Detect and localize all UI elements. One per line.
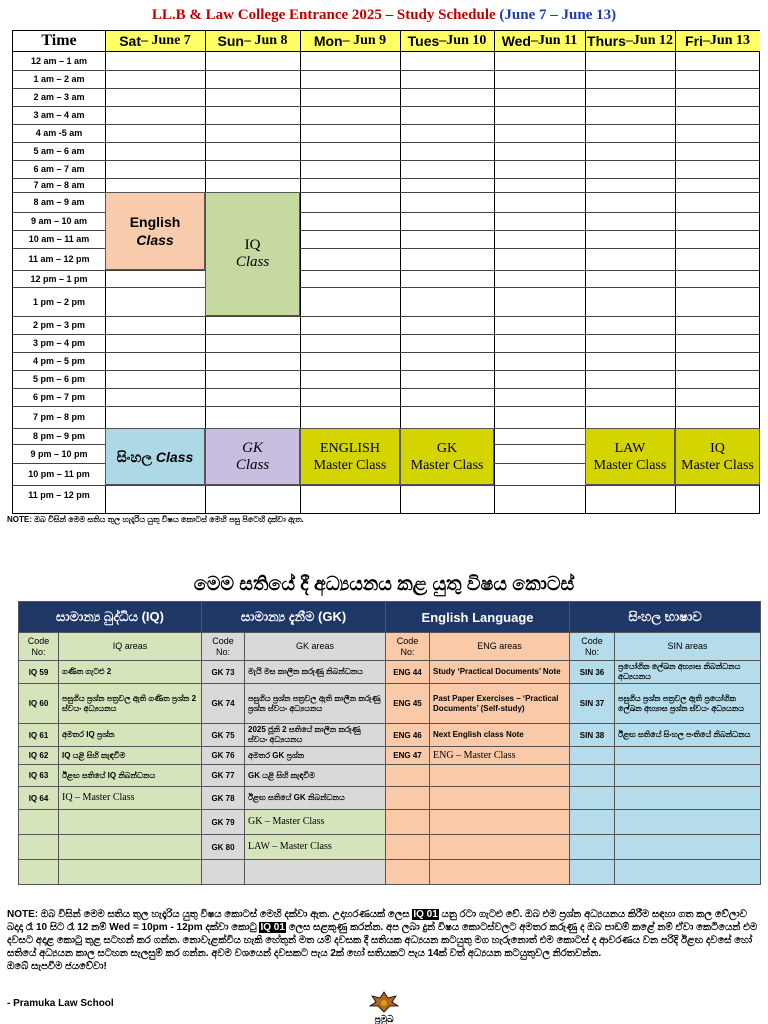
code-subheader: Code No: xyxy=(570,633,615,661)
eng-code-cell xyxy=(386,787,430,810)
time-slot-label: 4 am -5 am xyxy=(35,128,83,138)
topics-row xyxy=(19,765,761,787)
block-line-2: Class xyxy=(235,456,270,473)
sin-code-cell: SIN 38 xyxy=(570,724,615,747)
gk-code-cell: GK 74 xyxy=(202,684,245,724)
code-subheader: Code No: xyxy=(386,633,430,661)
grid-row-line xyxy=(13,88,759,89)
eng-area-cell: ENG – Master Class xyxy=(430,747,570,765)
gk-code-cell: GK 78 xyxy=(202,787,245,810)
gk-area-cell: GK – Master Class xyxy=(245,810,386,835)
day-date: –Jun 11 xyxy=(531,33,578,48)
time-slot-label: 3 pm – 4 pm xyxy=(32,338,86,348)
topics-row xyxy=(19,684,761,724)
title-main: LL.B & Law College Entrance 2025 – Study Schedule xyxy=(151,7,496,23)
eng-code-cell: ENG 45 xyxy=(386,684,430,724)
grid-row-line xyxy=(13,70,759,71)
sin-area-cell: ප්‍රයෝගික ලේඛන අභ්‍යාස නිබන්ධනය අධ්‍යයනය xyxy=(615,661,761,684)
gk-code-cell: GK 73 xyxy=(202,661,245,684)
day-header-sun xyxy=(205,31,300,51)
block-line-2: Class xyxy=(155,448,194,465)
grid-row-line xyxy=(13,388,759,389)
group-header-iq: සාමාන්‍ය බුද්ධිය (IQ) xyxy=(19,602,202,633)
grid-row-line xyxy=(13,160,759,161)
grid-row-line xyxy=(13,287,759,288)
day-name: Fri xyxy=(685,33,703,49)
iq-area-cell: පසුගිය ප්‍රශ්න පත්‍රවල ඇති ගණිත ප්‍රශ්න 2 ස්වයං අධ්‍යයනය xyxy=(59,684,202,724)
gk-area-cell: 2025 ජූනි 2 සතියේ කාලීන කරුණු ස්වයං අධ්‍යයනය xyxy=(245,724,386,747)
grid-row-line xyxy=(13,124,759,125)
block-line-2: Master Class xyxy=(313,457,387,473)
eng-area-cell xyxy=(430,765,570,787)
time-slot-label: 5 am – 6 am xyxy=(33,146,85,156)
areas-subheader: GK areas xyxy=(245,633,386,661)
gk-code-cell: GK 79 xyxy=(202,810,245,835)
time-slot-label: 9 pm – 10 pm xyxy=(30,448,88,459)
note-part2: යනු රටා ගැටළු වේ. ඔබ එම ප්‍රශ්න අධ්‍යයනය කිරීම සඳහා ගත කල වේලාව බදාදා රෑ 10 සිට රෑ 12 නම් Wed = 10pm - 12pm දක්වා කොටු xyxy=(7,909,747,933)
code-subheader: Code No: xyxy=(202,633,245,661)
eng-area-cell: Study ‘Practical Documents’ Note xyxy=(430,661,570,684)
block-line-1: IQ xyxy=(710,440,725,456)
group-header-gk: සාමාන්‍ය දැනීම (GK) xyxy=(202,602,386,633)
time-slot-label: 12 pm – 1 pm xyxy=(30,273,88,284)
grid-row-line xyxy=(13,316,759,317)
topics-row xyxy=(19,835,761,860)
gk-area-cell: පසුගිය ප්‍රශ්න පත්‍රවල ඇති කාලීන කරුණු ප්‍රශ්න ස්වයං අධ්‍යයනය xyxy=(245,684,386,724)
time-slot-label: 10 pm – 11 pm xyxy=(28,469,90,479)
class-block-sat-sinhala xyxy=(105,428,205,485)
eng-area-cell: Next English class Note xyxy=(430,724,570,747)
sin-code-cell xyxy=(570,810,615,835)
grid-column-line xyxy=(494,31,495,513)
block-line-2: Class xyxy=(235,254,270,270)
group-header-sinhala: සිංහල භාෂාව xyxy=(570,602,761,633)
gk-area-cell: LAW – Master Class xyxy=(245,835,386,860)
block-line-1: English xyxy=(129,214,181,230)
time-slot-label: 11 pm – 12 pm xyxy=(28,489,90,500)
class-block-mon-english xyxy=(300,428,400,485)
gk-area-cell: මැයි මස කාලීන කරුණු නිබන්ධනය xyxy=(245,661,386,684)
topics-row xyxy=(19,860,761,885)
grid-row-line xyxy=(13,334,759,335)
sin-code-cell xyxy=(570,860,615,885)
day-date: –Jun 13 xyxy=(702,33,750,48)
time-slot-label: 10 am – 11 am xyxy=(28,234,90,244)
time-slot-label: 8 pm – 9 pm xyxy=(32,431,86,441)
iq-code-cell: IQ 62 xyxy=(19,747,59,765)
iq-code-cell: IQ 59 xyxy=(19,661,59,684)
day-header-mon xyxy=(300,31,400,51)
day-date: – Jun 9 xyxy=(342,33,387,48)
sin-area-cell xyxy=(615,765,761,787)
note-highlight-1: IQ 01 xyxy=(413,909,438,920)
class-block-sun-iq xyxy=(205,192,300,316)
block-line-1: GK xyxy=(242,439,263,456)
day-name: Sat xyxy=(119,33,141,49)
topics-table xyxy=(18,601,761,885)
block-inline-text xyxy=(117,448,194,466)
class-block-sun-gk xyxy=(205,428,300,485)
iq-area-cell xyxy=(59,835,202,860)
eng-code-cell: ENG 46 xyxy=(386,724,430,747)
block-line-2: Class xyxy=(136,232,174,248)
time-slot-label: 1 pm – 2 pm xyxy=(32,296,86,307)
areas-subheader: ENG areas xyxy=(430,633,570,661)
time-slot-label: 8 am – 9 am xyxy=(33,197,85,207)
gk-code-cell: GK 76 xyxy=(202,747,245,765)
note-part3: ලෙස සළකුණු කරන්න. අප ලබා දුන් විෂය කොටස්වලට අමතර කරුණු ද ඔබ පාඩම් කළේ නම් ඒවා කෙටියෙන් එම දවසට අදාළ කොටු තුළ සටහන් කර ගන්න. නොවැළක්විය හැකි හේතුන් මත යම් දවසක දී සතියක අධ්‍යයන කටයුතු මග හැරුනොත් එම කොටස් ද ආවරණය වන පරිදි ඊළඟ දවසේ හෝ සතියේ අධ්‍යයන කාල සටහන සැලසුම් කර ගන්න. අවම වශයෙන් දවසකට පැය 2ක් හෝ සතියකට පැය 14ක් වත් අධ්‍යයන කටයුතුවල නිරතවන්න. xyxy=(7,922,758,959)
eng-area-cell xyxy=(430,787,570,810)
signoff: - Pramuka Law School xyxy=(7,998,114,1009)
grid-row-line xyxy=(13,370,759,371)
iq-code-cell: IQ 60 xyxy=(19,684,59,724)
time-slot-label: 2 pm – 3 pm xyxy=(32,320,86,330)
gk-code-cell: GK 75 xyxy=(202,724,245,747)
areas-subheader: SIN areas xyxy=(615,633,761,661)
grid-row-line xyxy=(13,352,759,353)
block-line-2: Master Class xyxy=(410,457,484,473)
iq-code-cell: IQ 61 xyxy=(19,724,59,747)
day-header-fri xyxy=(675,31,760,51)
iq-area-cell xyxy=(59,810,202,835)
iq-code-cell: IQ 64 xyxy=(19,787,59,810)
iq-area-cell: අමතර IQ ප්‍රශ්න xyxy=(59,724,202,747)
iq-area-cell: ඊළඟ සතියේ IQ නිබන්ධනය xyxy=(59,765,202,787)
class-block-sat-english xyxy=(105,192,205,270)
sin-code-cell xyxy=(570,765,615,787)
time-slot-label: 7 am – 8 am xyxy=(33,180,85,190)
instructions-note xyxy=(7,908,762,973)
grid-row-line xyxy=(13,106,759,107)
time-slot-label: 9 am – 10 am xyxy=(30,216,88,226)
iq-area-cell xyxy=(59,860,202,885)
weekly-schedule-grid xyxy=(12,30,760,514)
eng-area-cell xyxy=(430,835,570,860)
time-slot-label: 7 pm – 8 pm xyxy=(32,412,86,422)
time-slot-label: 12 am – 1 am xyxy=(30,55,88,66)
time-slot-label: 1 am – 2 am xyxy=(33,74,85,84)
sin-code-cell xyxy=(570,787,615,810)
eng-area-cell xyxy=(430,810,570,835)
sin-area-cell: ඊළඟ සතියේ සිංහල පංතියේ නිබන්ධනය xyxy=(615,724,761,747)
iq-code-cell xyxy=(19,860,59,885)
block-line-2: Master Class xyxy=(681,457,754,473)
sin-code-cell xyxy=(570,747,615,765)
block-line-1: IQ xyxy=(244,237,261,253)
group-header-english: English Language xyxy=(386,602,570,633)
grid-row-line xyxy=(13,270,759,271)
gk-area-cell xyxy=(245,860,386,885)
logo-text: ප්‍රමුඛ xyxy=(374,1015,394,1024)
iq-area-cell: IQ – Master Class xyxy=(59,787,202,810)
day-header-sat xyxy=(105,31,205,51)
day-header-thurs xyxy=(585,31,675,51)
block-line-2: Master Class xyxy=(593,457,667,473)
note-highlight-2: IQ 01 xyxy=(260,922,285,933)
sin-area-cell xyxy=(615,787,761,810)
sin-code-cell xyxy=(570,835,615,860)
class-block-fri-iq xyxy=(675,428,760,485)
block-line-1: GK xyxy=(436,440,458,456)
grid-row-line xyxy=(13,142,759,143)
grid-row-line xyxy=(13,178,759,179)
iq-code-cell: IQ 63 xyxy=(19,765,59,787)
time-slot-label: 5 pm – 6 pm xyxy=(32,374,86,384)
day-date: – June 7 xyxy=(141,33,191,48)
eng-code-cell: ENG 44 xyxy=(386,661,430,684)
block-line-1: ENGLISH xyxy=(320,440,380,456)
day-header-tues xyxy=(400,31,494,51)
topics-row xyxy=(19,810,761,835)
gk-area-cell: GK යළි සිහි කැඳවීම xyxy=(245,765,386,787)
school-logo xyxy=(362,990,406,1024)
sin-area-cell xyxy=(615,860,761,885)
day-name: Sun xyxy=(217,33,244,49)
sin-area-cell xyxy=(615,810,761,835)
gk-area-cell: ඊළඟ සතියේ GK නිබන්ධනය xyxy=(245,787,386,810)
sin-area-cell: පසුගිය ප්‍රශ්න පත්‍රවල ඇති ප්‍රයෝගික ලේඛන අභ්‍යාස ප්‍රශ්න ස්වයං අධ්‍යයනය xyxy=(615,684,761,724)
sin-area-cell xyxy=(615,747,761,765)
day-name: Thurs xyxy=(587,33,626,49)
areas-subheader: IQ areas xyxy=(59,633,202,661)
eng-area-cell: Past Paper Exercises – ‘Practical Documents’ (Self-study) xyxy=(430,684,570,724)
day-name: Wed xyxy=(501,33,531,49)
topics-row xyxy=(19,747,761,765)
topics-row xyxy=(19,724,761,747)
time-slot-label: 6 am – 7 am xyxy=(33,164,85,174)
title-dates: (June 7 – June 13) xyxy=(499,7,617,23)
code-subheader: Code No: xyxy=(19,633,59,661)
eng-code-cell xyxy=(386,860,430,885)
note-closing: ඔබේ සැපවීම ජයවේවා! xyxy=(7,961,107,972)
day-header-wed xyxy=(494,31,585,51)
iq-area-cell: IQ යළි සිහි කැඳවීම xyxy=(59,747,202,765)
grid-row-line xyxy=(13,485,759,486)
grid-row-line xyxy=(13,406,759,407)
topics-heading: මෙම සතියේ දී අධ්‍යයනය කළ යුතු විෂය කොටස් xyxy=(193,574,575,595)
time-slot-label: 3 am – 4 am xyxy=(33,110,85,120)
eng-code-cell xyxy=(386,765,430,787)
class-block-thu-law xyxy=(585,428,675,485)
time-slot-label: 2 am – 3 am xyxy=(33,92,85,102)
topics-row xyxy=(19,787,761,810)
time-column-header: Time xyxy=(41,32,77,49)
eng-area-cell xyxy=(430,860,570,885)
iq-area-cell: ගණිත ගැටළු 2 xyxy=(59,661,202,684)
day-date: –Jun 12 xyxy=(625,33,673,48)
block-line-1: LAW xyxy=(614,440,646,456)
day-date: –Jun 10 xyxy=(439,33,487,48)
day-name: Tues xyxy=(407,33,440,49)
sin-area-cell xyxy=(615,835,761,860)
sin-code-cell: SIN 37 xyxy=(570,684,615,724)
iq-code-cell xyxy=(19,835,59,860)
sin-code-cell: SIN 36 xyxy=(570,661,615,684)
schedule-note: NOTE: ඔබ විසින් මෙම සතිය තුල හැදෑරිය යුතු විෂය කොටස් මෙහි පසු පිටෙහි දක්වා ඇත. xyxy=(7,515,304,524)
block-line-1: සිංහල xyxy=(116,448,153,465)
note-part1: NOTE: ඔබ විසින් මෙම සතිය තුල හැදෑරිය යුතු විෂය කොටස් මෙහි දක්වා ඇත. උදාහරණයක් ලෙස xyxy=(7,909,413,920)
day-date: – Jun 8 xyxy=(243,33,288,48)
eng-code-cell xyxy=(386,810,430,835)
class-block-tue-gk xyxy=(400,428,494,485)
eng-code-cell xyxy=(386,835,430,860)
gk-code-cell xyxy=(202,860,245,885)
iq-code-cell xyxy=(19,810,59,835)
time-slot-label: 6 pm – 7 pm xyxy=(32,392,86,402)
day-name: Mon xyxy=(313,33,343,49)
time-slot-label: 4 pm – 5 pm xyxy=(32,356,86,366)
time-slot-label: 11 am – 12 pm xyxy=(28,254,90,264)
eng-code-cell: ENG 47 xyxy=(386,747,430,765)
gk-code-cell: GK 77 xyxy=(202,765,245,787)
grid-row-line xyxy=(13,51,759,52)
gk-code-cell: GK 80 xyxy=(202,835,245,860)
topics-row xyxy=(19,661,761,684)
page-title xyxy=(0,7,768,24)
gk-area-cell: අමතර GK ප්‍රශ්න xyxy=(245,747,386,765)
